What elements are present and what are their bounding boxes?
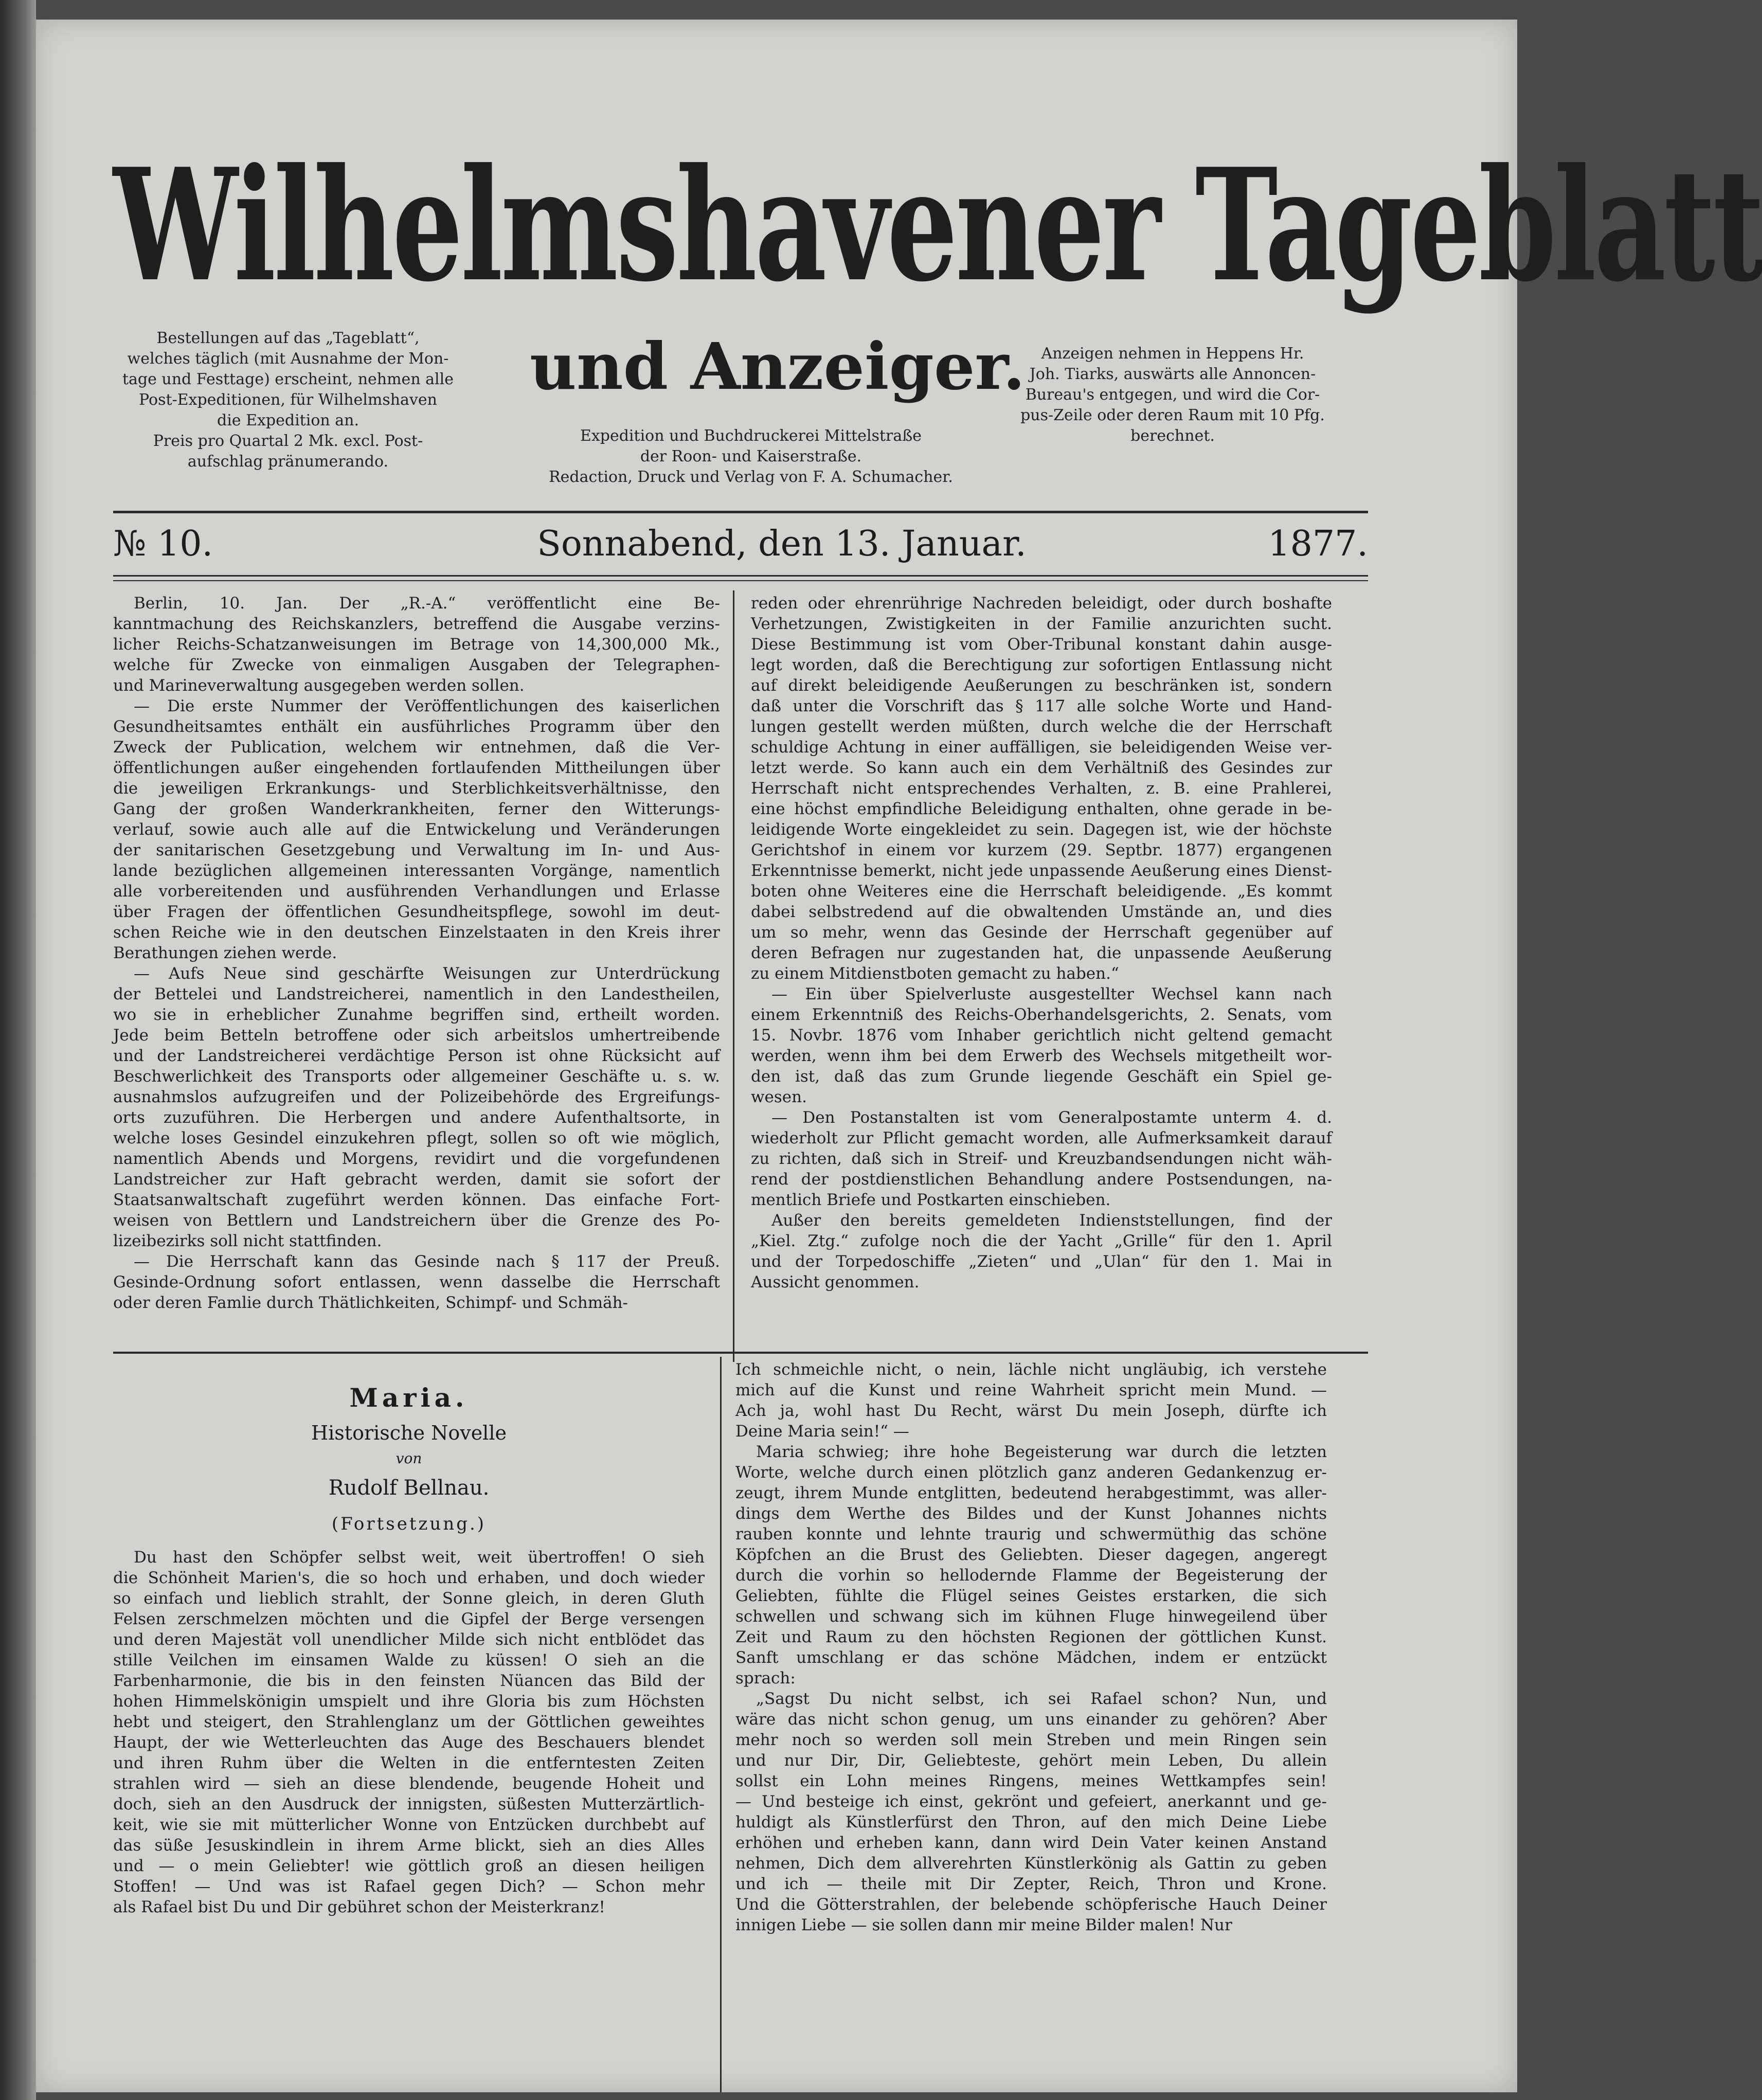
text-line: Berathungen ziehen werde. <box>113 944 337 962</box>
text-line: Du hast den Schöpfer selbst weit, weit übertroffen! O sieh <box>134 1548 705 1567</box>
novel-subtitle: Historische Novelle <box>311 1422 507 1444</box>
text-line: Geliebten, fühlte die Flügel seines Geistes erstarken, die sich <box>735 1587 1327 1605</box>
text-line: Gesundheitsamtes enthält ein ausführliches Programm über den <box>113 717 720 736</box>
subscription-line: die Expedition an. <box>217 411 359 429</box>
text-line: — Und besteige ich einst, gekrönt und gefeiert, anerkannt und ge- <box>735 1792 1327 1811</box>
text-line: lizeibezirks soll nicht stattfinden. <box>113 1232 382 1250</box>
text-line: wo sie in erheblicher Zunahme begriffen sind, ertheilt worden. <box>113 1006 720 1024</box>
advertising-info <box>993 344 1353 446</box>
text-line: wesen. <box>751 1088 807 1106</box>
text-line: rend der postdienstlichen Behandlung andere Postsendungen, na- <box>751 1170 1332 1189</box>
masthead-subtitle: und Anzeiger. <box>530 329 1026 404</box>
text-line: eine höchst empfindliche Beleidigung enthalten, ohne gerade in be- <box>751 800 1332 818</box>
text-line: auf direkt beleidigende Aeußerungen zu beschränken ist, sondern <box>751 676 1332 695</box>
text-line: sprach: <box>735 1669 796 1688</box>
text-line: „Sagst Du nicht selbst, ich sei Rafael schon? Nun, und <box>756 1690 1327 1708</box>
text-line: erhöhen und erheben kann, dann wird Dein Vater keinen Anstand <box>735 1834 1327 1852</box>
text-line: 15. Novbr. 1876 vom Inhaber gerichtlich nicht geltend gemacht <box>751 1026 1332 1045</box>
text-line: oder deren Famlie durch Thätlichkeiten, Schimpf- und Schmäh- <box>113 1294 628 1312</box>
text-line: schuldige Achtung in einer auffälligen, sie beleidigenden Weise ver- <box>751 738 1332 757</box>
text-line: und — o mein Geliebter! wie göttlich groß an diesen heiligen <box>113 1857 705 1875</box>
issue-date: Sonnabend, den 13. Januar. <box>537 524 1027 564</box>
text-line: huldigt als Künstlerfürst den Thron, auf den mich Deine Liebe <box>735 1813 1327 1832</box>
text-line: letzt werde. So kann auch ein dem Verhältniß des Gesindes zur <box>751 759 1332 777</box>
header-rule-top <box>113 511 1368 513</box>
publisher-line: Redaction, Druck und Verlag von F. A. Schumacher. <box>549 468 953 486</box>
text-line: Gang der großen Wanderkrankheiten, ferner den Witterungs- <box>113 800 720 818</box>
text-line: Staatsanwaltschaft zugeführt werden können. Das einfache Fort- <box>113 1191 720 1209</box>
text-line: welche für Zwecke von einmaligen Ausgaben der Telegraphen- <box>113 656 720 674</box>
advertising-line: pus-Zeile oder deren Raum mit 10 Pfg. <box>1020 406 1325 424</box>
text-line: Köpfchen an die Brust des Geliebten. Dieser dagegen, angeregt <box>735 1546 1327 1564</box>
publisher-info <box>519 426 982 488</box>
feuilleton-divider <box>720 1357 722 2092</box>
text-line: — Die erste Nummer der Veröffentlichungen des kaiserlichen <box>134 697 720 715</box>
text-line: verlauf, sowie auch alle auf die Entwickelung und Veränderungen <box>113 820 720 839</box>
text-line: Außer den bereits gemeldeten Indienststellungen, find der <box>771 1211 1332 1230</box>
subscription-line: Bestellungen auf das „Tageblatt“, <box>156 329 420 347</box>
subscription-info <box>113 328 463 472</box>
text-line: doch, sieh an den Ausdruck der innigsten, süßesten Mutterzärtlich- <box>113 1795 705 1814</box>
text-line: boten ohne Weiteres eine die Herrschaft beleidigende. „Es kommt <box>751 882 1332 901</box>
newspaper-page <box>36 20 1762 2092</box>
novel-text <box>113 1547 705 1917</box>
text-line: orts zuzuführen. Die Herbergen und andere Aufenthaltsorte, in <box>113 1108 720 1127</box>
text-line: werden, wenn ihm bei dem Erwerb des Wechsels mitgetheilt wor- <box>751 1047 1332 1065</box>
text-line: Diese Bestimmung ist vom Ober-Tribunal konstant dahin ausge- <box>751 635 1332 654</box>
text-line: Worte, welche durch einen plötzlich ganz anderen Gedankenzug er- <box>735 1463 1327 1482</box>
text-line: Und die Götterstrahlen, der belebende schöpferische Hauch Deiner <box>735 1895 1327 1914</box>
text-line: lungen gestellt werden müßten, durch welche die der Herrschaft <box>751 717 1332 736</box>
text-line: Gerichtshof in einem vor kurzem (29. Septbr. 1877) ergangenen <box>751 841 1332 859</box>
text-line: Beschwerlichkeit des Transports oder allgemeiner Geschäfte u. s. w. <box>113 1067 720 1086</box>
book-spine <box>0 0 36 2100</box>
text-line: Sanft umschlang er das schöne Mädchen, indem er entzückt <box>735 1648 1327 1667</box>
text-line: die Schönheit Marien's, die so hoch und erhaben, und doch wieder <box>113 1569 705 1587</box>
text-line: so einfach und lieblich strahlt, der Sonne gleich, in deren Gluth <box>113 1589 705 1608</box>
text-line: Verhetzungen, Zwistigkeiten in der Familie anzurichten sucht. <box>751 615 1332 633</box>
text-line: alle vorbereitenden und ausführenden Verhandlungen und Erlasse <box>113 882 720 901</box>
subscription-line: welches täglich (mit Ausnahme der Mon- <box>127 350 449 368</box>
column-divider <box>733 590 734 1362</box>
text-line: „Kiel. Ztg.“ zufolge noch die der Yacht „Grille“ für den 1. April <box>751 1232 1332 1250</box>
text-line: mehr noch so werden soll mein Streben und mein Ringen sein <box>735 1731 1327 1749</box>
text-line: Aussicht genommen. <box>751 1273 920 1291</box>
text-line: Maria schwieg; ihre hohe Begeisterung war durch die letzten <box>756 1443 1327 1461</box>
text-line: mentlich Briefe und Postkarten einschieben. <box>751 1191 1111 1209</box>
novel-column <box>113 1377 705 1917</box>
text-line: reden oder ehrenrührige Nachreden beleidigt, oder durch boshafte <box>751 594 1332 613</box>
advertising-line: berechnet. <box>1130 427 1215 445</box>
subscription-line: Post-Expeditionen, für Wilhelmshaven <box>139 391 437 409</box>
text-line: den ist, daß das zum Grunde liegende Geschäft ein Spiel ge- <box>751 1067 1332 1086</box>
text-line: hebt und steigert, den Strahlenglanz um der Göttlichen geweihtes <box>113 1713 705 1731</box>
advertising-line: Bureau's entgegen, und wird die Cor- <box>1025 386 1320 404</box>
text-line: und ich — theile mit Dir Zepter, Reich, Thron und Krone. <box>735 1875 1327 1893</box>
text-line: wiederholt zur Pflicht gemacht worden, alle Aufmerksamkeit darauf <box>751 1129 1332 1147</box>
text-line: schen Reiche wie in den deutschen Einzelstaaten in den Kreis ihrer <box>113 923 720 942</box>
text-line: die jeweiligen Erkrankungs- und Sterblichkeitsverhältnisse, den <box>113 779 720 798</box>
advertising-line: Joh. Tiarks, auswärts alle Annoncen- <box>1029 365 1316 383</box>
text-line: innigen Liebe — sie sollen dann mir meine Bilder malen! Nur <box>735 1916 1232 1934</box>
text-line: das süße Jesuskindlein in ihrem Arme blickt, sieh an dies Alles <box>113 1836 705 1855</box>
text-line: schwellen und schwang sich im kühnen Fluge hinwegeilend über <box>735 1607 1327 1626</box>
news-column-1 <box>113 593 720 1313</box>
advertising-line: Anzeigen nehmen in Heppens Hr. <box>1041 345 1304 363</box>
text-line: zu richten, daß sich in Streif- und Kreuzbandsendungen nicht wäh- <box>751 1150 1332 1168</box>
text-line: Zeit und Raum zu den höchsten Regionen der göttlichen Kunst. <box>735 1628 1327 1646</box>
text-line: Berlin, 10. Jan. Der „R.-A.“ veröffentlicht eine Be- <box>134 594 720 613</box>
text-line: Deine Maria sein!“ — <box>735 1422 909 1441</box>
text-line: wäre das nicht schon genug, um uns einander zu gehören? Aber <box>735 1710 1327 1729</box>
text-line: und deren Majestät voll unendlicher Milde sich nicht entblödet das <box>113 1630 705 1649</box>
news-column-2 <box>751 593 1332 1293</box>
text-line: lande bezüglichen allgemeinen interessanten Vorgänge, namentlich <box>113 861 720 880</box>
text-line: und Marineverwaltung ausgegeben werden sollen. <box>113 676 525 695</box>
text-line: keit, wie sie mit mütterlicher Wonne von Entzücken durchbebt auf <box>113 1816 705 1834</box>
text-line: und der Torpedoschiffe „Zieten“ und „Ulan“ für den 1. Mai in <box>751 1252 1332 1271</box>
text-line: der Bettelei und Landstreicherei, namentlich in den Landestheilen, <box>113 985 720 1003</box>
text-line: rauben konnte und lehnte traurig und schwermüthig das schöne <box>735 1525 1327 1543</box>
publisher-line: Expedition und Buchdruckerei Mittelstraße <box>580 427 922 445</box>
issue-year: 1877. <box>1268 524 1368 564</box>
header-rule-bottom-thin <box>113 580 1368 581</box>
text-line: stille Veilchen im einsamen Walde zu küssen! O sieh an die <box>113 1651 705 1670</box>
novel-continuation: (Fortsetzung.) <box>331 1514 487 1534</box>
text-line: Haupt, der wie Wetterleuchten das Auge des Beschauers blendet <box>113 1733 705 1752</box>
header-rule-bottom <box>113 575 1368 577</box>
text-line: und ihren Ruhm über die Welten in die entferntesten Zeiten <box>113 1754 705 1772</box>
text-line: öffentlichungen außer eingehenden fortlaufenden Mittheilungen über <box>113 759 720 777</box>
text-line: weisen von Bettlern und Landstreichern über die Grenze des Po- <box>113 1211 720 1230</box>
text-line: — Den Postanstalten ist vom Generalpostamte unterm 4. d. <box>771 1108 1332 1127</box>
subscription-line: tage und Festtage) erscheint, nehmen alle <box>122 370 454 388</box>
text-line: daß unter die Vorschrift das § 117 alle solche Worte und Hand- <box>751 697 1332 715</box>
text-line: zeugt, ihrem Munde entglitten, bedeutend herabgestimmt, was aller- <box>735 1484 1327 1502</box>
text-line: deren Befragen nur zugestanden hat, die unpassende Aeußerung <box>751 944 1332 962</box>
text-line: Felsen zerschmelzen möchten und die Gipfel der Berge versengen <box>113 1610 705 1628</box>
text-line: — Die Herrschaft kann das Gesinde nach § 117 der Preuß. <box>134 1252 720 1271</box>
text-line: strahlen wird — sieh an diese blendende, beugende Hoheit und <box>113 1774 705 1793</box>
text-line: Ich schmeichle nicht, o nein, lächle nicht ungläubig, ich verstehe <box>735 1360 1327 1379</box>
subscription-line: Preis pro Quartal 2 Mk. excl. Post- <box>153 432 423 450</box>
text-line: legt worden, daß die Berechtigung zur sofortigen Entlassung nicht <box>751 656 1332 674</box>
subscription-line: aufschlag pränumerando. <box>187 453 389 471</box>
novel-column-2 <box>735 1359 1327 1935</box>
text-line: Ach ja, wohl hast Du Recht, wärst Du mein Joseph, dürfte ich <box>735 1402 1327 1420</box>
text-line: — Aufs Neue sind geschärfte Weisungen zur Unterdrückung <box>134 964 720 983</box>
text-line: hohen Himmelskönigin umspielt und ihre Gloria bis zum Höchsten <box>113 1692 705 1711</box>
text-line: ausnahmslos aufzugreifen und der Polizeibehörde des Ergreifungs- <box>113 1088 720 1106</box>
masthead-title: Wilhelmshavener Tageblatt <box>113 134 1762 316</box>
text-line: zu einem Mitdienstboten gemacht zu haben.“ <box>751 964 1119 983</box>
text-line: Zweck der Publication, welchem wir entnehmen, daß die Ver- <box>113 738 720 757</box>
text-line: Erkenntnisse bemerkt, nicht jede unpassende Aeußerung eines Dienst- <box>751 861 1332 880</box>
novel-by: von <box>395 1450 422 1467</box>
text-line: als Rafael bist Du und Dir gebühret schon der Meisterkranz! <box>113 1898 605 1916</box>
publisher-line: der Roon- und Kaiserstraße. <box>640 447 862 465</box>
text-line: mich auf die Kunst und reine Wahrheit spricht mein Mund. — <box>735 1381 1327 1399</box>
text-line: und der Landstreicherei verdächtige Person ist ohne Rücksicht auf <box>113 1047 720 1065</box>
text-line: leidigende Worte eingekleidet zu sein. Dagegen ist, wie der höchste <box>751 820 1332 839</box>
text-line: dings dem Werthe des Bildes und der Kunst Johannes nichts <box>735 1504 1327 1523</box>
feuilleton-rule <box>113 1352 1368 1354</box>
text-line: sollst ein Lohn meines Ringens, meines Wettkampfes sein! <box>735 1772 1327 1790</box>
issue-number: № 10. <box>113 524 213 564</box>
text-line: namentlich Abends und Morgens, revidirt und die vorgefundenen <box>113 1150 720 1168</box>
text-line: und nur Dir, Dir, Geliebteste, gehört mein Leben, Du allein <box>735 1751 1327 1770</box>
text-line: licher Reichs-Schatzanweisungen im Betrage von 14,300,000 Mk., <box>113 635 720 654</box>
text-line: einem Erkenntniß des Reichs-Oberhandelsgerichts, 2. Senats, vom <box>751 1006 1332 1024</box>
text-line: welche loses Gesindel einzukehren pflegt, sollen so oft wie möglich, <box>113 1129 720 1147</box>
text-line: nehmen, Dich dem allverehrten Künstlerkönig als Gattin zu geben <box>735 1854 1327 1873</box>
text-line: Gesinde-Ordnung sofort entlassen, wenn dasselbe die Herrschaft <box>113 1273 720 1291</box>
text-line: — Ein über Spielverluste ausgestellter Wechsel kann nach <box>771 985 1332 1003</box>
novel-title: Maria. <box>349 1383 469 1413</box>
text-line: über Fragen der öffentlichen Gesundheitspflege, sowohl im deut- <box>113 903 720 921</box>
text-line: der sanitarischen Gesetzgebung und Verwaltung im In- und Aus- <box>113 841 720 859</box>
text-line: Farbenharmonie, die bis in den feinsten Nüancen das Bild der <box>113 1672 705 1690</box>
text-line: Herrschaft nicht entsprechendes Verhalten, z. B. eine Prahlerei, <box>751 779 1332 798</box>
text-line: um so mehr, wenn das Gesinde der Herrschaft gegenüber auf <box>751 923 1332 942</box>
text-line: Jede beim Betteln betroffene oder sich arbeitslos umhertreibende <box>113 1026 720 1045</box>
text-line: kanntmachung des Reichskanzlers, betreffend die Ausgabe verzins- <box>113 615 720 633</box>
novel-author: Rudolf Bellnau. <box>328 1476 490 1500</box>
text-line: dabei selbstredend auf die obwaltenden Umstände an, und dies <box>751 903 1332 921</box>
text-line: Landstreicher zur Haft gebracht werden, damit sie sofort der <box>113 1170 720 1189</box>
text-line: Stoffen! — Und was ist Rafael gegen Dich? — Schon mehr <box>113 1877 705 1896</box>
text-line: durch die vorhin so hellodernde Flamme der Begeisterung der <box>735 1566 1327 1585</box>
